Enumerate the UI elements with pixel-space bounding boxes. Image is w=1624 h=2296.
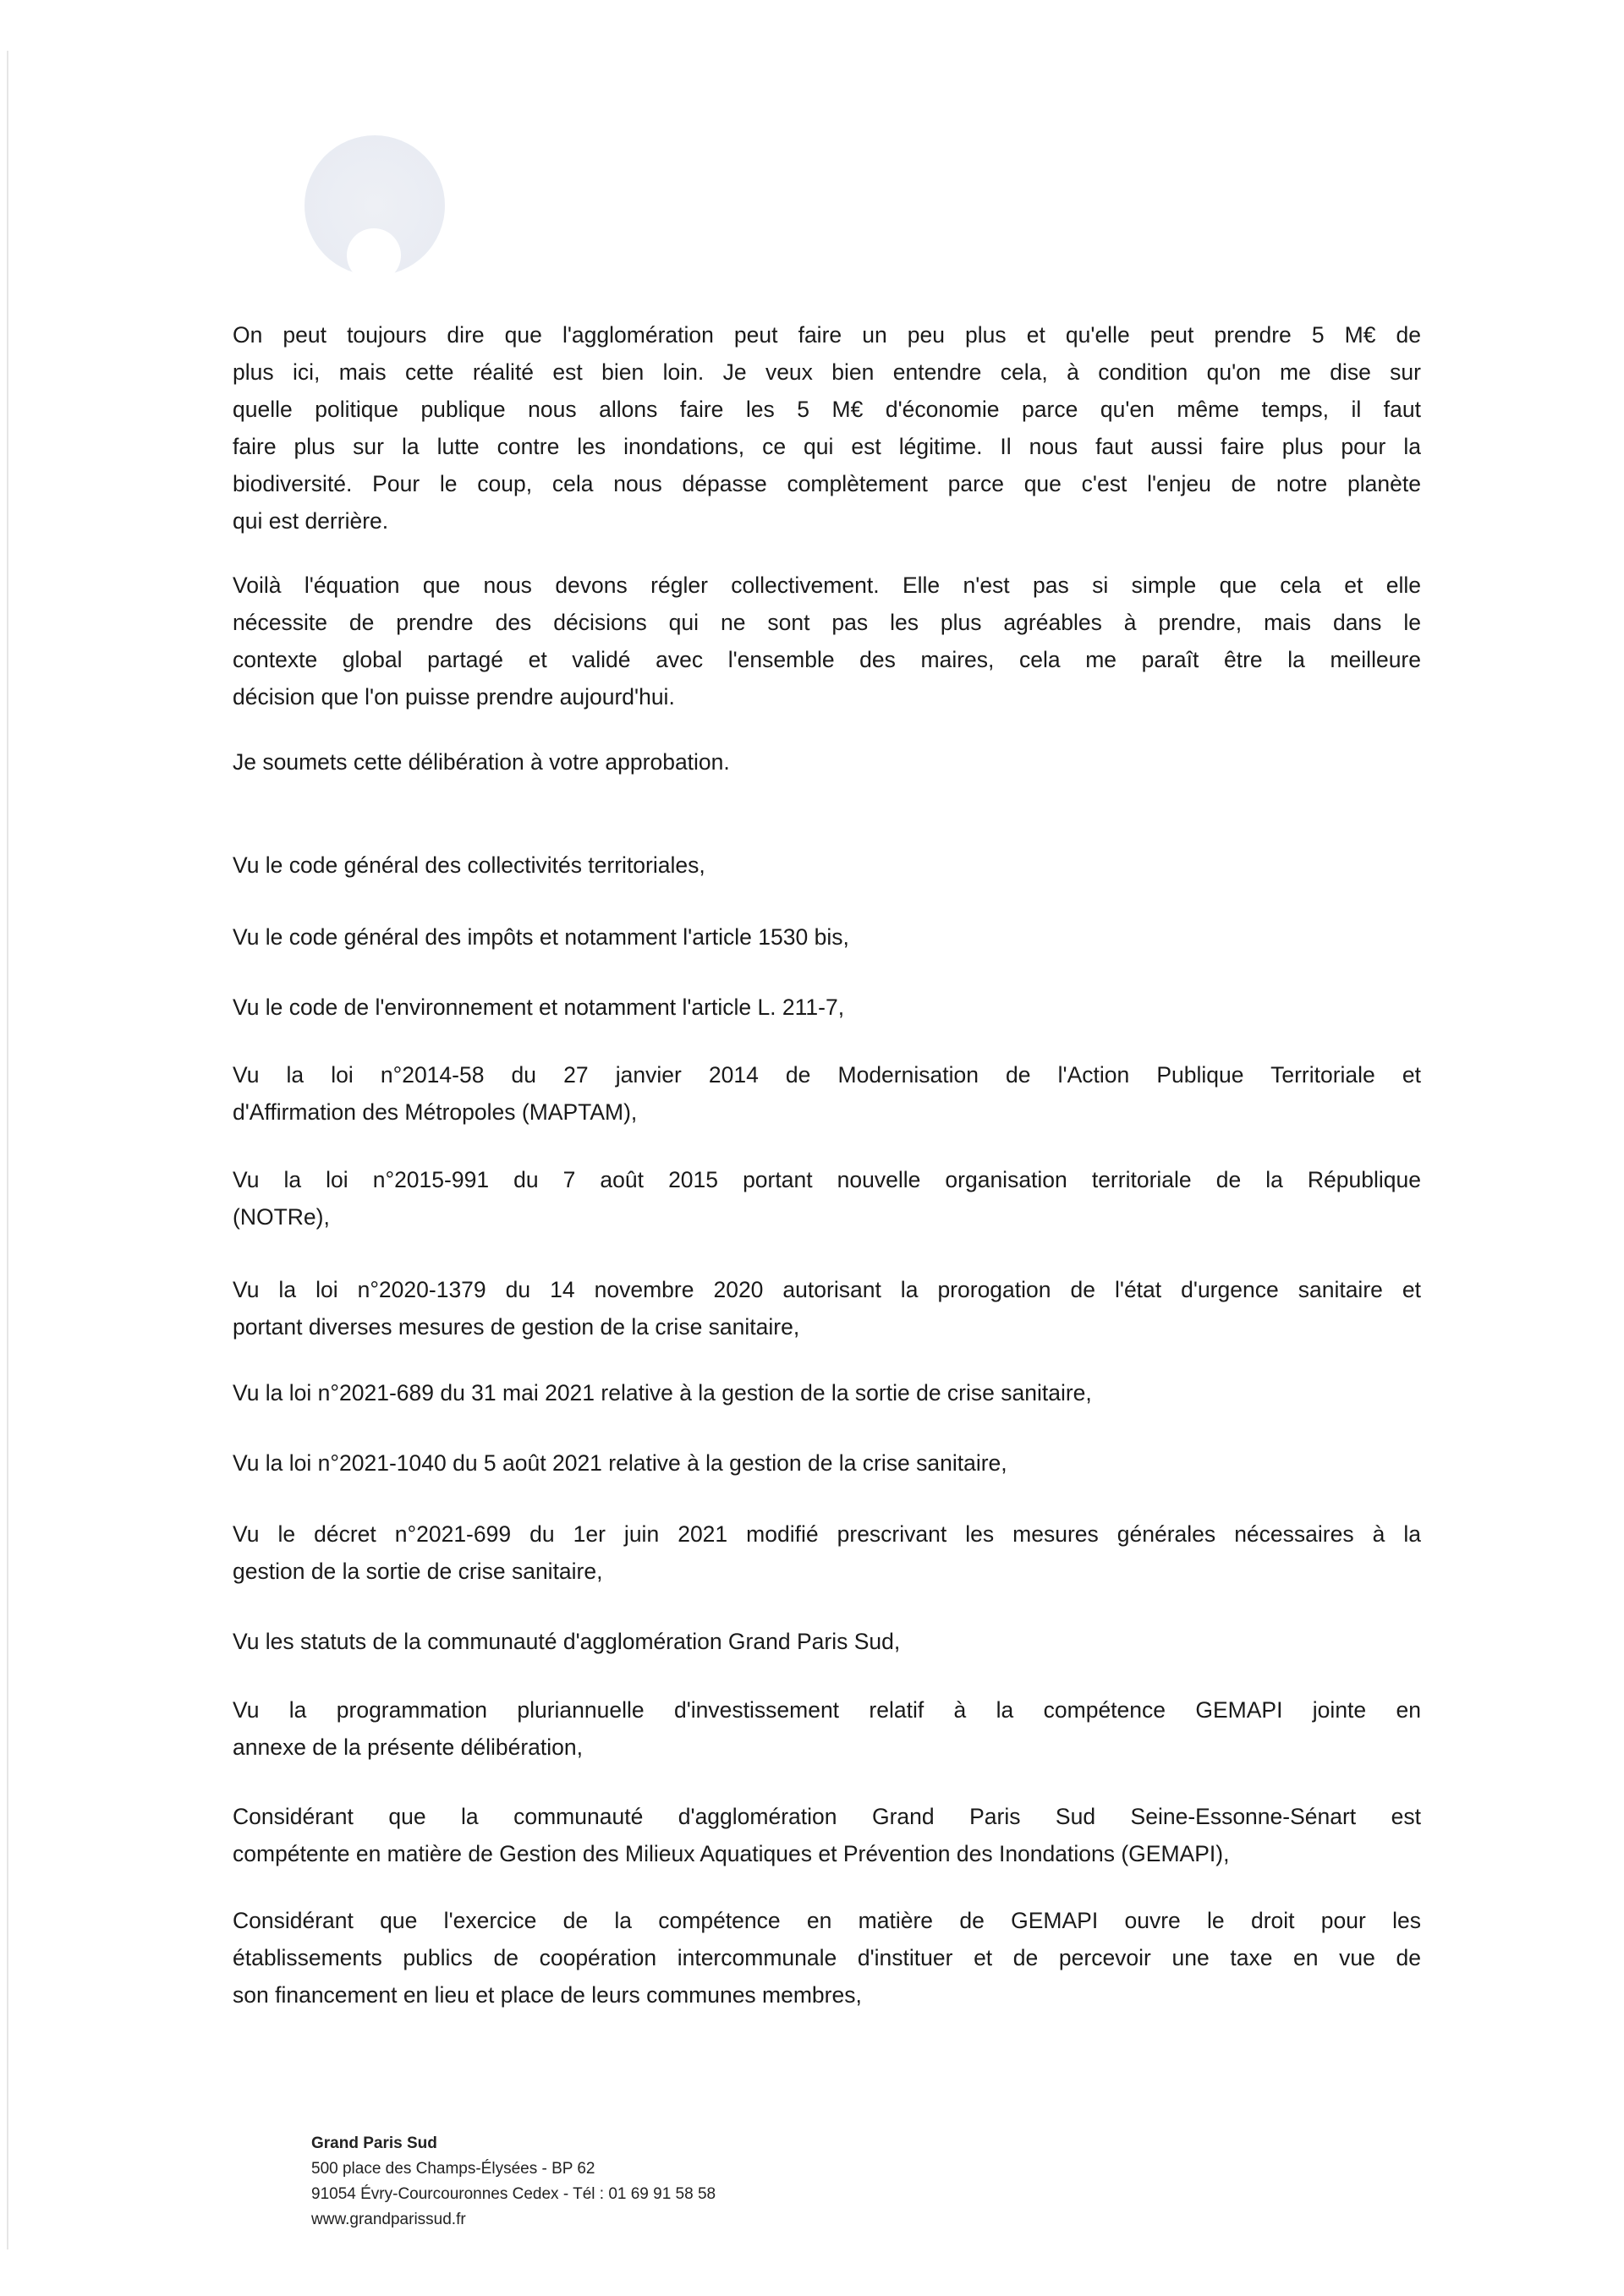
text-line: Vu la loi n°2020-1379 du 14 novembre 2020 autorisant la prorogation de l'état d'urgence sanitaire et xyxy=(233,1277,1421,1302)
text-line: annexe de la présente délibération, xyxy=(233,1734,583,1760)
text-line: Vu le décret n°2021-699 du 1er juin 2021 modifié prescrivant les mesures générales nécessaires à la xyxy=(233,1521,1421,1547)
text-line: Voilà l'équation que nous devons régler collectivement. Elle n'est pas si simple que cela et elle xyxy=(233,573,1421,598)
text-line: gestion de la sortie de crise sanitaire, xyxy=(233,1559,603,1584)
paragraph xyxy=(233,1798,1421,1872)
footer-address xyxy=(311,2131,716,2233)
text-line: Vu le code de l'environnement et notamment l'article L. 211-7, xyxy=(233,995,845,1020)
footer-address-line-2: 91054 Évry-Courcouronnes Cedex - Tél : 01 69 91 58 58 xyxy=(311,2185,716,2203)
paragraph xyxy=(233,1056,1421,1131)
text-line: Vu le code général des impôts et notamment l'article 1530 bis, xyxy=(233,924,849,950)
paragraph xyxy=(233,316,1421,540)
paragraph xyxy=(233,1161,1421,1236)
paragraph xyxy=(233,1444,1421,1482)
text-line: Considérant que l'exercice de la compétence en matière de GEMAPI ouvre le droit pour les xyxy=(233,1908,1421,1933)
text-line: quelle politique publique nous allons faire les 5 M€ d'économie parce qu'en même temps, il faut xyxy=(233,397,1421,422)
text-line: nécessite de prendre des décisions qui ne sont pas les plus agréables à prendre, mais dans le xyxy=(233,610,1421,635)
paragraph xyxy=(233,1515,1421,1590)
footer-org: Grand Paris Sud xyxy=(311,2134,437,2152)
text-line: établissements publics de coopération intercommunale d'instituer et de percevoir une taxe en vue de xyxy=(233,1945,1421,1970)
paragraph xyxy=(233,1691,1421,1766)
paragraph xyxy=(233,918,1421,956)
text-line: contexte global partagé et validé avec l'ensemble des maires, cela me paraît être la meilleure xyxy=(233,647,1421,672)
text-line: d'Affirmation des Métropoles (MAPTAM), xyxy=(233,1099,638,1125)
text-line: On peut toujours dire que l'agglomération peut faire un peu plus et qu'elle peut prendre 5 M€ de xyxy=(233,322,1421,348)
text-line: portant diverses mesures de gestion de la crise sanitaire, xyxy=(233,1314,800,1340)
text-line: son financement en lieu et place de leurs communes membres, xyxy=(233,1982,862,2008)
footer-address-line-1: 500 place des Champs-Élysées - BP 62 xyxy=(311,2160,595,2178)
footer-website: www.grandparissud.fr xyxy=(311,2211,466,2228)
text-line: Vu la programmation pluriannuelle d'investissement relatif à la compétence GEMAPI jointe en xyxy=(233,1697,1421,1723)
text-line: Vu la loi n°2014-58 du 27 janvier 2014 de Modernisation de l'Action Publique Territoriale et xyxy=(233,1062,1421,1088)
grand-paris-sud-logo xyxy=(304,135,445,276)
text-line: décision que l'on puisse prendre aujourd'hui. xyxy=(233,684,675,710)
text-line: Vu la loi n°2021-689 du 31 mai 2021 relative à la gestion de la sortie de crise sanitaire, xyxy=(233,1380,1092,1406)
paragraph xyxy=(233,1374,1421,1411)
text-line: Considérant que la communauté d'agglomération Grand Paris Sud Seine-Essonne-Sénart est xyxy=(233,1804,1421,1829)
paragraph xyxy=(233,847,1421,884)
paragraph xyxy=(233,989,1421,1026)
text-line: (NOTRe), xyxy=(233,1204,330,1230)
text-line: qui est derrière. xyxy=(233,508,389,534)
scan-edge xyxy=(7,51,8,2249)
text-line: Je soumets cette délibération à votre approbation. xyxy=(233,749,730,775)
text-line: plus ici, mais cette réalité est bien loin. Je veux bien entendre cela, à condition qu'on me dise sur xyxy=(233,359,1421,385)
paragraph xyxy=(233,1902,1421,2014)
paragraph xyxy=(233,567,1421,715)
text-line: Vu les statuts de la communauté d'agglomération Grand Paris Sud, xyxy=(233,1629,901,1654)
text-line: biodiversité. Pour le coup, cela nous dépasse complètement parce que c'est l'enjeu de notre planète xyxy=(233,471,1421,496)
text-line: Vu la loi n°2021-1040 du 5 août 2021 relative à la gestion de la crise sanitaire, xyxy=(233,1450,1007,1476)
text-line: Vu le code général des collectivités territoriales, xyxy=(233,852,705,878)
text-line: Vu la loi n°2015-991 du 7 août 2015 portant nouvelle organisation territoriale de la République xyxy=(233,1167,1421,1192)
text-line: faire plus sur la lutte contre les inondations, ce qui est légitime. Il nous faut aussi faire plus pour la xyxy=(233,434,1421,459)
paragraph xyxy=(233,1271,1421,1345)
text-line: compétente en matière de Gestion des Milieux Aquatiques et Prévention des Inondations (GEMAPI), xyxy=(233,1841,1230,1866)
paragraph xyxy=(233,743,1421,781)
paragraph xyxy=(233,1623,1421,1660)
